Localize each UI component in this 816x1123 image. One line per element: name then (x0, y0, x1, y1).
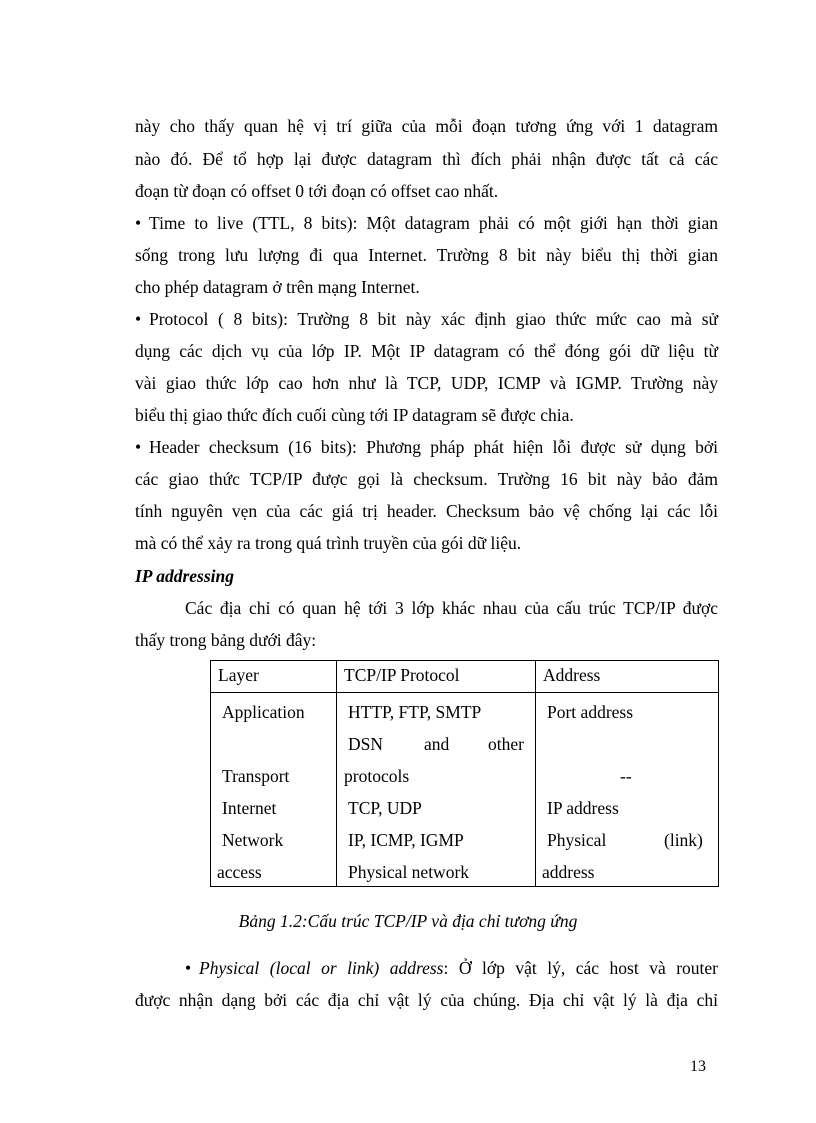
page-number: 13 (690, 1058, 706, 1075)
table-cell-text: (link) (664, 830, 703, 850)
table-cell-text: -- (620, 766, 632, 786)
table-cell-text: protocols (344, 766, 410, 786)
section-heading: IP addressing (135, 566, 235, 586)
table-cell-text: IP, ICMP, IGMP (348, 830, 464, 850)
table-cell-layers (211, 693, 337, 887)
table-cell-text: other (488, 734, 524, 754)
body-text-line: nào đó. Để tổ hợp lại được datagram thì đích phải nhận được tất cả các (135, 149, 718, 169)
bullet-icon: • (135, 213, 142, 233)
body-text-line: vài giao thức lớp cao hơn như là TCP, UDP, ICMP và IGMP. Trường này (135, 373, 718, 393)
table-cell-text: Internet (222, 798, 277, 818)
body-text-line: này cho thấy quan hệ vị trí giữa của mỗi đoạn tương ứng với 1 datagram (135, 116, 718, 136)
bullet-icon: • (135, 437, 142, 457)
body-text-line: sống trong lưu lượng đi qua Internet. Trường 8 bit này biểu thị thời gian (135, 245, 718, 265)
tcp-ip-address-table (210, 660, 719, 887)
table-cell-text: and (424, 734, 450, 754)
table-cell-text: TCP, UDP (348, 798, 422, 818)
body-text-line: mà có thể xảy ra trong quá trình truyền của gói dữ liệu. (135, 533, 522, 553)
bullet-item-ttl: • Time to live (TTL, 8 bits): Một datagram phải có một giới hạn thời gian (135, 213, 718, 233)
table-cell-text: Network (222, 830, 284, 850)
table-cell-text: HTTP, FTP, SMTP (348, 702, 482, 722)
table-cell-text: Application (222, 702, 305, 722)
body-text-line: Các địa chỉ có quan hệ tới 3 lớp khác nhau của cấu trúc TCP/IP được (185, 598, 718, 618)
table-header-cell: Address (536, 661, 719, 693)
table-cell-text: Port address (547, 702, 634, 722)
body-text-line: cho phép datagram ở trên mạng Internet. (135, 277, 420, 297)
bullet-item-protocol: • Protocol ( 8 bits): Trường 8 bit này xác định giao thức mức cao mà sử (135, 309, 718, 329)
table-cell-text: Transport (222, 766, 290, 786)
table-cell-protocols (337, 693, 536, 887)
table-cell-text: DSN (348, 734, 384, 754)
body-text-line: các giao thức TCP/IP được gọi là checksum. Trường 16 bit này bảo đảm (135, 469, 718, 489)
table-cell-addresses (536, 693, 719, 887)
body-text-line: biểu thị giao thức đích cuối cùng tới IP datagram sẽ được chia. (135, 405, 574, 425)
table-header-cell: TCP/IP Protocol (337, 661, 536, 693)
bullet-icon: • (185, 958, 192, 978)
table-cell-text: access (217, 862, 262, 882)
bullet-item-checksum: • Header checksum (16 bits): Phương pháp phát hiện lỗi được sử dụng bởi (135, 437, 718, 457)
body-text-line: được nhận dạng bởi các địa chỉ vật lý của chúng. Địa chỉ vật lý là địa chỉ (135, 990, 718, 1010)
bullet-item-physical: • Physical (local or link) address: Ở lớp vật lý, các host và router (185, 958, 718, 978)
table-header-cell: Layer (211, 661, 337, 693)
bullet-icon: • (135, 309, 142, 329)
table-cell-text: Physical (547, 830, 607, 850)
body-text-line: thấy trong bảng dưới đây: (135, 630, 317, 650)
body-text-line: đoạn từ đoạn có offset 0 tới đoạn có offset cao nhất. (135, 181, 499, 201)
table-caption: Bảng 1.2:Cấu trúc TCP/IP và địa chỉ tương ứng (238, 911, 578, 931)
table-cell-text: Physical network (348, 862, 470, 882)
body-text-line: tính nguyên vẹn của các giá trị header. Checksum bảo vệ chống lại các lỗi (135, 501, 718, 521)
table-cell-text: IP address (547, 798, 619, 818)
table-cell-text: address (542, 862, 595, 882)
body-text-line: dụng các dịch vụ của lớp IP. Một IP datagram có thể đóng gói dữ liệu từ (135, 341, 718, 361)
